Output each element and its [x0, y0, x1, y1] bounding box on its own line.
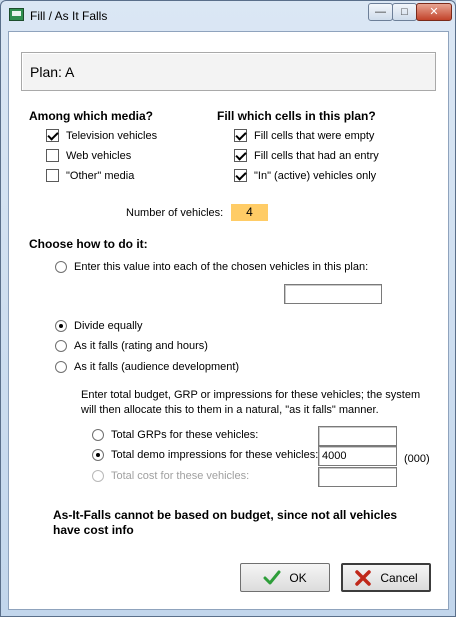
radio-circle[interactable]: [92, 429, 104, 441]
close-button[interactable]: ✕: [416, 3, 452, 21]
radio-divide-equally[interactable]: [55, 320, 142, 332]
checkbox-label: "Other" media: [66, 169, 135, 182]
radio-total-impressions[interactable]: [92, 449, 318, 461]
ok-label: OK: [289, 570, 307, 585]
x-icon: [354, 569, 372, 587]
radio-label: Divide equally: [74, 320, 143, 332]
checkbox-box[interactable]: [234, 129, 247, 142]
total-impressions-input[interactable]: [318, 446, 397, 466]
plan-label: Plan: A: [30, 64, 75, 80]
checkbox-active-only[interactable]: [234, 169, 376, 182]
radio-label: Total demo impressions for these vehicles:: [111, 449, 319, 461]
radio-label: As it falls (audience development): [74, 361, 240, 373]
radio-audience-development[interactable]: [55, 361, 239, 373]
checkbox-television[interactable]: [46, 129, 157, 142]
vehicle-count-value: 4: [231, 204, 268, 221]
media-heading: Among which media?: [29, 109, 154, 123]
radio-circle[interactable]: [55, 261, 67, 273]
radio-label: Total cost for these vehicles:: [111, 470, 250, 482]
checkbox-web[interactable]: [46, 149, 131, 162]
checkbox-label: "In" (active) vehicles only: [254, 169, 377, 182]
radio-circle: [92, 470, 104, 482]
title-bar[interactable]: [1, 1, 455, 31]
radio-total-cost: [92, 470, 249, 482]
radio-total-grps[interactable]: [92, 429, 258, 441]
radio-label: As it falls (rating and hours): [74, 340, 208, 352]
cells-heading: Fill which cells in this plan?: [217, 109, 376, 123]
radio-label: Enter this value into each of the chosen vehicles in this plan:: [74, 261, 369, 273]
enter-value-input[interactable]: [284, 284, 382, 304]
checkbox-box[interactable]: [234, 149, 247, 162]
checkbox-label: Web vehicles: [66, 149, 132, 162]
checkbox-fill-empty[interactable]: [234, 129, 374, 142]
cancel-label: Cancel: [380, 570, 418, 585]
cancel-button[interactable]: [341, 563, 431, 592]
maximize-button[interactable]: □: [392, 3, 417, 21]
app-icon: [9, 8, 24, 21]
vehicle-count-label: Number of vehicles:: [126, 207, 224, 219]
ok-button[interactable]: [240, 563, 330, 592]
radio-enter-value[interactable]: [55, 261, 368, 273]
radio-circle[interactable]: [55, 340, 67, 352]
dialog-body: [8, 31, 449, 610]
radio-circle[interactable]: [92, 449, 104, 461]
radio-circle[interactable]: [55, 361, 67, 373]
minimize-button[interactable]: —: [368, 3, 393, 21]
checkbox-label: Television vehicles: [66, 129, 158, 142]
method-heading: Choose how to do it:: [29, 237, 148, 251]
plan-panel: [21, 52, 436, 91]
allocation-description: Enter total budget, GRP or impressions for these vehicles; the system will then allocate this to them in a natural, "as it falls" manner.: [81, 389, 421, 416]
checkbox-box[interactable]: [234, 169, 247, 182]
radio-rating-hours[interactable]: [55, 340, 208, 352]
checkbox-box[interactable]: [46, 129, 59, 142]
budget-warning: As-It-Falls cannot be based on budget, since not all vehicles have cost info: [53, 508, 398, 537]
checkbox-label: Fill cells that were empty: [254, 129, 375, 142]
total-grps-input[interactable]: [318, 426, 397, 446]
checkbox-label: Fill cells that had an entry: [254, 149, 379, 162]
checkbox-box[interactable]: [46, 149, 59, 162]
checkmark-icon: [263, 569, 281, 587]
radio-circle[interactable]: [55, 320, 67, 332]
checkbox-other-media[interactable]: [46, 169, 134, 182]
checkbox-fill-entry[interactable]: [234, 149, 379, 162]
radio-label: Total GRPs for these vehicles:: [111, 429, 259, 441]
checkbox-box[interactable]: [46, 169, 59, 182]
impressions-unit: (000): [404, 453, 430, 465]
window-title: Fill / As It Falls: [30, 9, 108, 23]
total-cost-input[interactable]: [318, 467, 397, 487]
